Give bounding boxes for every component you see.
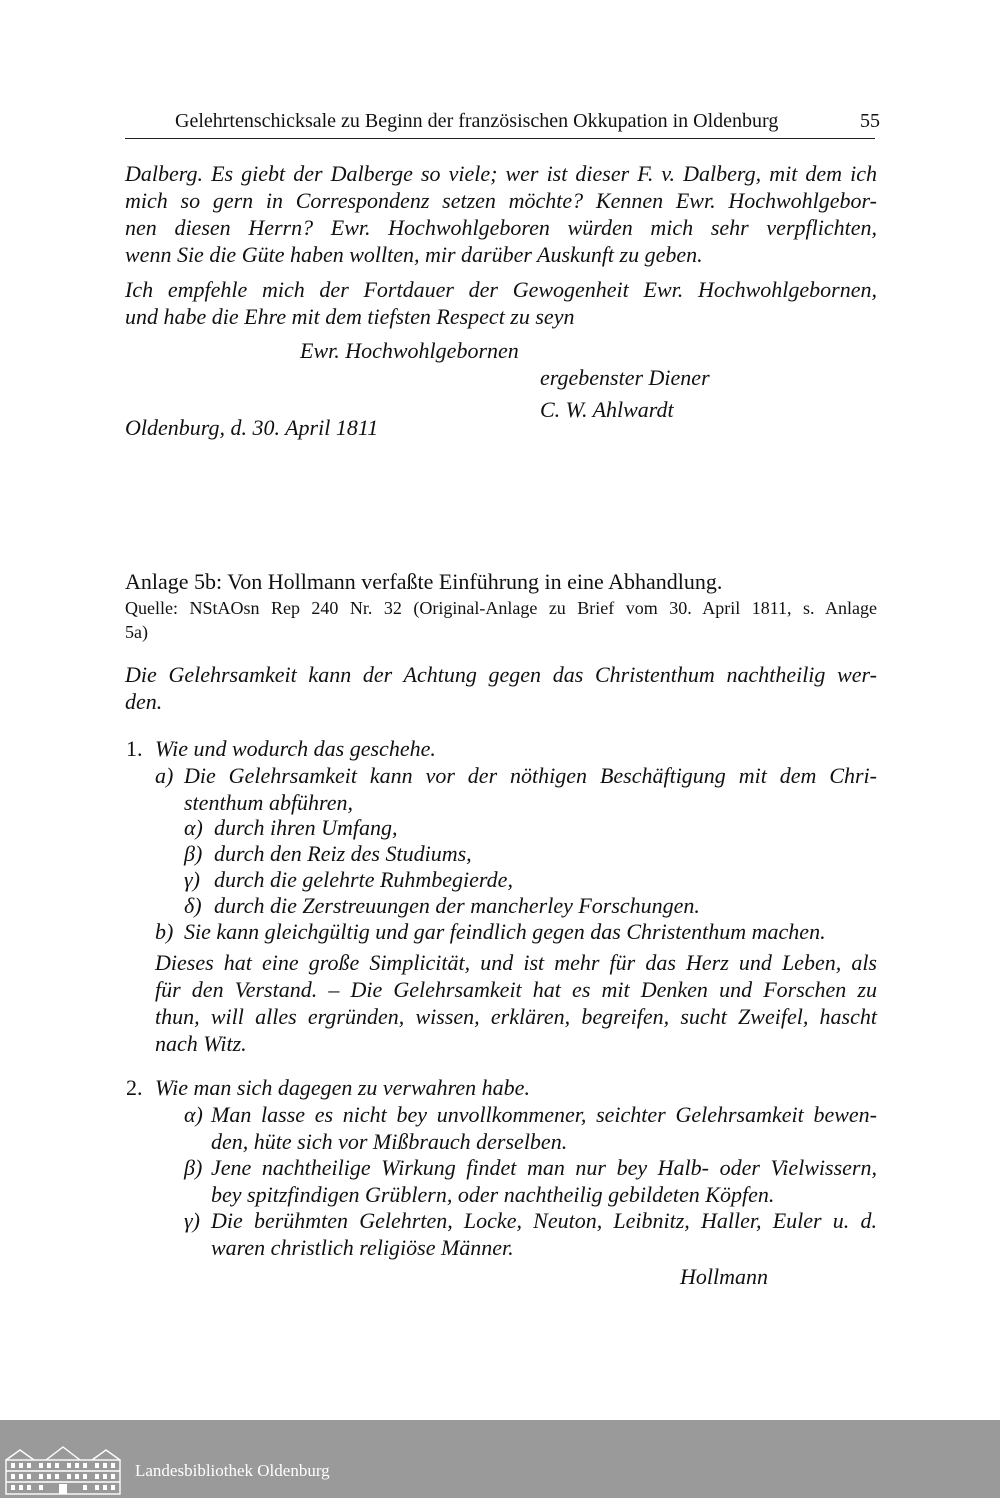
letter-closing: ergebenster Diener	[540, 365, 710, 390]
letter-place-date: Oldenburg, d. 30. April 1811	[125, 415, 379, 440]
letter-salutation: Ewr. Hochwohlgebornen	[300, 338, 519, 363]
sub-item-text	[211, 1101, 877, 1155]
sub-item-label: γ)	[184, 867, 200, 892]
anlage-heading: Anlage 5b: Von Hollmann verfaßte Einführung in eine Abhandlung.	[125, 569, 723, 594]
letter-paragraph-2	[125, 276, 877, 330]
sub-item-text: durch den Reiz des Studiums,	[214, 841, 472, 866]
section-1b-text: Sie kann gleichgültig und gar feindlich gegen das Christenthum machen.	[184, 919, 826, 944]
letter-paragraph-1	[125, 160, 877, 268]
footer-library-name: Landesbibliothek Oldenburg	[135, 1461, 330, 1480]
text-line: und habe die Ehre mit dem tiefsten Respect zu seyn	[125, 304, 575, 329]
text-line: Ich empfehle mich der Fortdauer der Gewogenheit Ewr. Hochwohlgebornen,	[125, 277, 877, 302]
source-citation	[125, 596, 877, 644]
text-line: Dieses hat eine große Simplicität, und ist mehr für das Herz und Leben, als	[155, 950, 877, 975]
section-1a-text	[184, 762, 877, 816]
sub-item-text	[211, 1207, 877, 1261]
section-1a-label: a)	[155, 763, 174, 788]
text-line: bey spitzfindigen Grüblern, oder nachtheilig gebildeten Köpfen.	[211, 1182, 775, 1207]
sub-item-label: β)	[184, 1155, 203, 1180]
footer-bar	[0, 1420, 1000, 1498]
section-2-title: Wie man sich dagegen zu verwahren habe.	[155, 1075, 530, 1100]
text-line: den.	[125, 689, 163, 714]
text-line: 5a)	[125, 622, 148, 642]
sub-item-text: durch ihren Umfang,	[214, 815, 398, 840]
text-line: Die Gelehrsamkeit kann der Achtung gegen das Christenthum nachtheilig wer-	[125, 662, 877, 687]
text-line: mich so gern in Correspondenz setzen möchte? Kennen Ewr. Hochwohlgebor-	[125, 188, 877, 213]
text-line: Man lasse es nicht bey unvollkommener, seichter Gelehrsamkeit bewen-	[211, 1102, 877, 1127]
section-1b-label: b)	[155, 919, 174, 944]
sub-item-text	[211, 1154, 877, 1208]
section-1-title: Wie und wodurch das geschehe.	[155, 736, 436, 761]
sub-item-label: α)	[184, 815, 203, 840]
section-1-explanation	[155, 949, 877, 1057]
hollmann-signature: Hollmann	[680, 1264, 768, 1289]
text-line: für den Verstand. – Die Gelehrsamkeit hat es mit Denken und Forschen zu	[155, 977, 877, 1002]
text-line: stenthum abführen,	[184, 790, 354, 815]
text-line: waren christlich religiöse Männer.	[211, 1235, 514, 1260]
text-line: nach Witz.	[155, 1031, 247, 1056]
sub-item-text: durch die gelehrte Ruhmbegierde,	[214, 867, 513, 892]
text-line: Jene nachtheilige Wirkung findet man nur bey Halb- oder Vielwissern,	[211, 1155, 877, 1180]
header-rule	[125, 138, 875, 139]
letter-signature: C. W. Ahlwardt	[540, 397, 674, 422]
text-line: den, hüte sich vor Mißbrauch derselben.	[211, 1129, 568, 1154]
text-line: wenn Sie die Güte haben wollten, mir darüber Auskunft zu geben.	[125, 242, 703, 267]
text-line: thun, will alles ergründen, wissen, erklären, begreifen, sucht Zweifel, hascht	[155, 1004, 877, 1029]
sub-item-label: α)	[184, 1102, 203, 1127]
sub-item-text: durch die Zerstreuungen der mancherley Forschungen.	[214, 893, 700, 918]
text-line: nen diesen Herrn? Ewr. Hochwohlgeboren würden mich sehr verpflichten,	[125, 215, 877, 240]
section-2-number: 2.	[126, 1075, 143, 1100]
text-line: Die berühmten Gelehrten, Locke, Neuton, Leibnitz, Haller, Euler u. d.	[211, 1208, 877, 1233]
sub-item-label: δ)	[184, 893, 202, 918]
thesis-paragraph	[125, 661, 877, 715]
sub-item-label: β)	[184, 841, 203, 866]
text-line: Quelle: NStAOsn Rep 240 Nr. 32 (Original-Anlage zu Brief vom 30. April 1811, s. Anlage	[125, 598, 877, 618]
text-line: Die Gelehrsamkeit kann vor der nöthigen Beschäftigung mit dem Chri-	[184, 763, 877, 788]
sub-item-label: γ)	[184, 1208, 200, 1233]
library-building-icon	[2, 1444, 124, 1496]
section-1-number: 1.	[126, 736, 143, 761]
text-line: Dalberg. Es giebt der Dalberge so viele; wer ist dieser F. v. Dalberg, mit dem ich	[125, 161, 877, 186]
running-header-title: Gelehrtenschicksale zu Beginn der französischen Okkupation in Oldenburg	[175, 110, 779, 132]
page-number: 55	[860, 110, 880, 132]
